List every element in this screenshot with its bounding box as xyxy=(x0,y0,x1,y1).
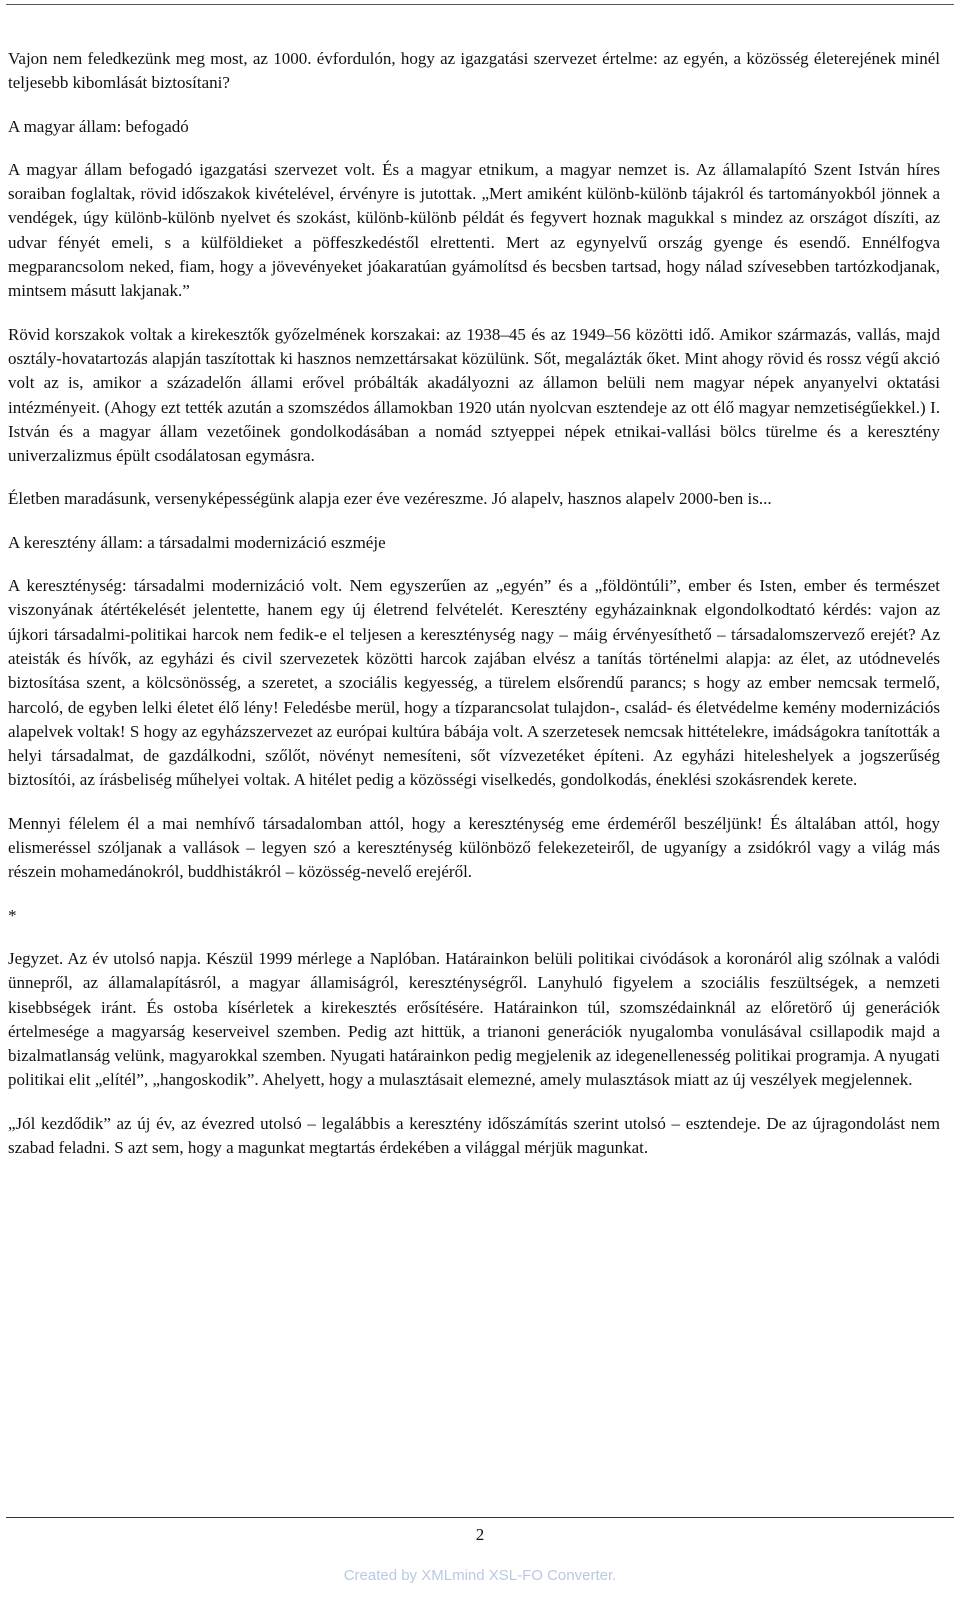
footer-rule xyxy=(6,1517,954,1518)
section-heading-kereszteny: A keresztény állam: a társadalmi modernizáció eszméje xyxy=(8,532,386,552)
paragraph-befogado: A magyar állam befogadó igazgatási szervezet volt. És a magyar etnikum, a magyar nemzet is. Az államalapító Szent István híres soraiban foglaltak, rövid időszakok kivételével, érvényre is jutottak. „Mert amiként különb-különb tájakról és tartományokból jönnek a vendégek, úgy különb-különb nyelvet és szokást, különb-különb példát és fegyvert hoznak magukkal s mindez az országot díszíti, az udvar fényét emeli, s a külföldieket a pöffeszkedéstől elrettenti. Mert az egynyelvű ország gyenge és esendő. Ennélfogva megparancsolom neked, fiam, hogy a jövevényeket jóakaratúan gyámolítsd és becsben tartsad, hogy nálad szívesebben tartózkodjanak, mintsem másutt lakjanak.” xyxy=(8,159,940,301)
paragraph-felelem: Mennyi félelem él a mai nemhívő társadalomban attól, hogy a kereszténység eme érdeméről beszéljünk! És általában attól, hogy elismeréssel szóljanak a vallások – legyen szó a kereszténység különböző felekezeteiről, de ugyanígy a zsidókról vagy a világ más részein mohamedánokról, buddhistákról – közösség-nevelő erejéről. xyxy=(8,813,940,882)
section-heading-befogado: A magyar állam: befogadó xyxy=(8,116,189,136)
page-number: 2 xyxy=(475,1525,485,1544)
paragraph-eletben-maradasunk: Életben maradásunk, versenyképességünk alapja ezer éve vezéreszme. Jó alapelv, hasznos alapelv 2000-ben is... xyxy=(8,489,772,509)
paragraph-jol-kezdodik: „Jól kezdődik” az új év, az évezred utolsó – legalábbis a keresztény időszámítás szerint utolsó – esztendeje. De az újragondolást nem szabad feladni. S azt sem, hogy a magunkat megtartás érdekében a világgal mérjük magunkat. xyxy=(8,1113,940,1157)
created-by-notice xyxy=(0,1567,960,1584)
paragraph-intro-question: Vajon nem feledkezünk meg most, az 1000. évfordulón, hogy az igazgatási szervezet értelme: az egyén, a közösség életerejének minél teljesebb kibomlását biztosítani? xyxy=(8,49,940,93)
paragraph-keresztenyseg: A kereszténység: társadalmi modernizáció volt. Nem egyszerűen az „egyén” és a „földöntúli”, ember és Isten, ember és természet viszonyának átértékelését jelentette, hanem egy új életrend felvételét. Keresztény egyházainknak elgondolkodtató kérdés: vajon az újkori társadalmi-politikai harcok nem fedik-e el teljesen a kereszténység nagy – máig érvényesíthető – társadalomszervező erejét? Az ateisták és hívők, az egyházi és civil szervezetek közötti harcok zajában elvész a tanítás történelmi alapja: az élet, az utódnevelés biztosítása szent, a kölcsönösség, a szeretet, a szociális kegyesség, a türelem elsőrendű parancs; s hogy az ember nemcsak termelő, harcoló, de egyben lelki életet élő lény! Feledésbe merül, hogy a tízparancsolat tulajdon-, család- és életvédelme kemény modernizációs alapelvek voltak! S hogy az egyházszervezet az európai kultúra bábája volt. A szerzetesek nemcsak hittételekre, imádságokra tanították a helyi társadalmat, de gazdálkodni, szőlőt, növényt nemesíteni, sőt vízvezetéket építeni. Az egyházi hiteleshelyek a jogszerűség biztosítói, az írásbeliség műhelyei voltak. A hitélet pedig a közösségi viselkedés, gondolkodás, éneklési szokásrendek kerete. xyxy=(8,576,940,790)
header-rule xyxy=(6,4,954,5)
created-by-suffix: . xyxy=(612,1567,617,1584)
paragraph-jegyzet: Jegyzet. Az év utolsó napja. Készül 1999 mérlege a Naplóban. Határainkon belüli politikai civódások a koronáról alig szólnak a valódi ünnepről, az államalapításról, a magyar államiságról, kereszténységről. Lanyhuló figyelem a szociális feszültségek, a nemzeti kisebbségek iránt. És ostoba kísérletek a kirekesztés erősítésére. Határainkon túl, szomszédainknál az előretörő új generációk értelmesége a magyarság keserveivel szemben. Pedig azt hittük, a trianoni generációk nyugalomba vonulásával csillapodik majd a bizalmatlanság velünk, magyarokkal szemben. Nyugati határainkon pedig megjelenik az idegenellenesség politikai programja. A nyugati politikai elit „elítél”, „hangoskodik”. Ahelyett, hogy a mulasztásait elemezné, amely mulasztások miatt az új veszélyek megjelennek. xyxy=(8,948,940,1090)
document-body xyxy=(8,47,940,1160)
paragraph-kirekesztok: Rövid korszakok voltak a kirekesztők győzelmének korszakai: az 1938–45 és az 1949–56 közötti idő. Amikor származás, vallás, majd osztály-hovatartozás alapján taszítottak ki hasznos nemzettársakat közülünk. Sőt, megalázták őket. Mint ahogy rövid és rossz végű akció volt az is, amikor a századelőn állami erővel próbálták akadályozni az államon belüli nem magyar népek anyanyelvi oktatási intézményeit. (Ahogy ezt tették azután a szomszédos államokban 1920 után nyolcvan esztendeje az ott élő magyar nemzetiségűekkel.) I. István és a magyar állam vezetőinek gondolkodásában a nomád sztyeppei népek etnikai-vallási bölcs türelme és a keresztény univerzalizmus épült csodálatosan egymásra. xyxy=(8,324,940,466)
created-by-prefix: Created by xyxy=(343,1567,422,1584)
separator-asterisk: * xyxy=(8,905,17,925)
converter-link[interactable]: XMLmind XSL-FO Converter xyxy=(421,1567,613,1584)
